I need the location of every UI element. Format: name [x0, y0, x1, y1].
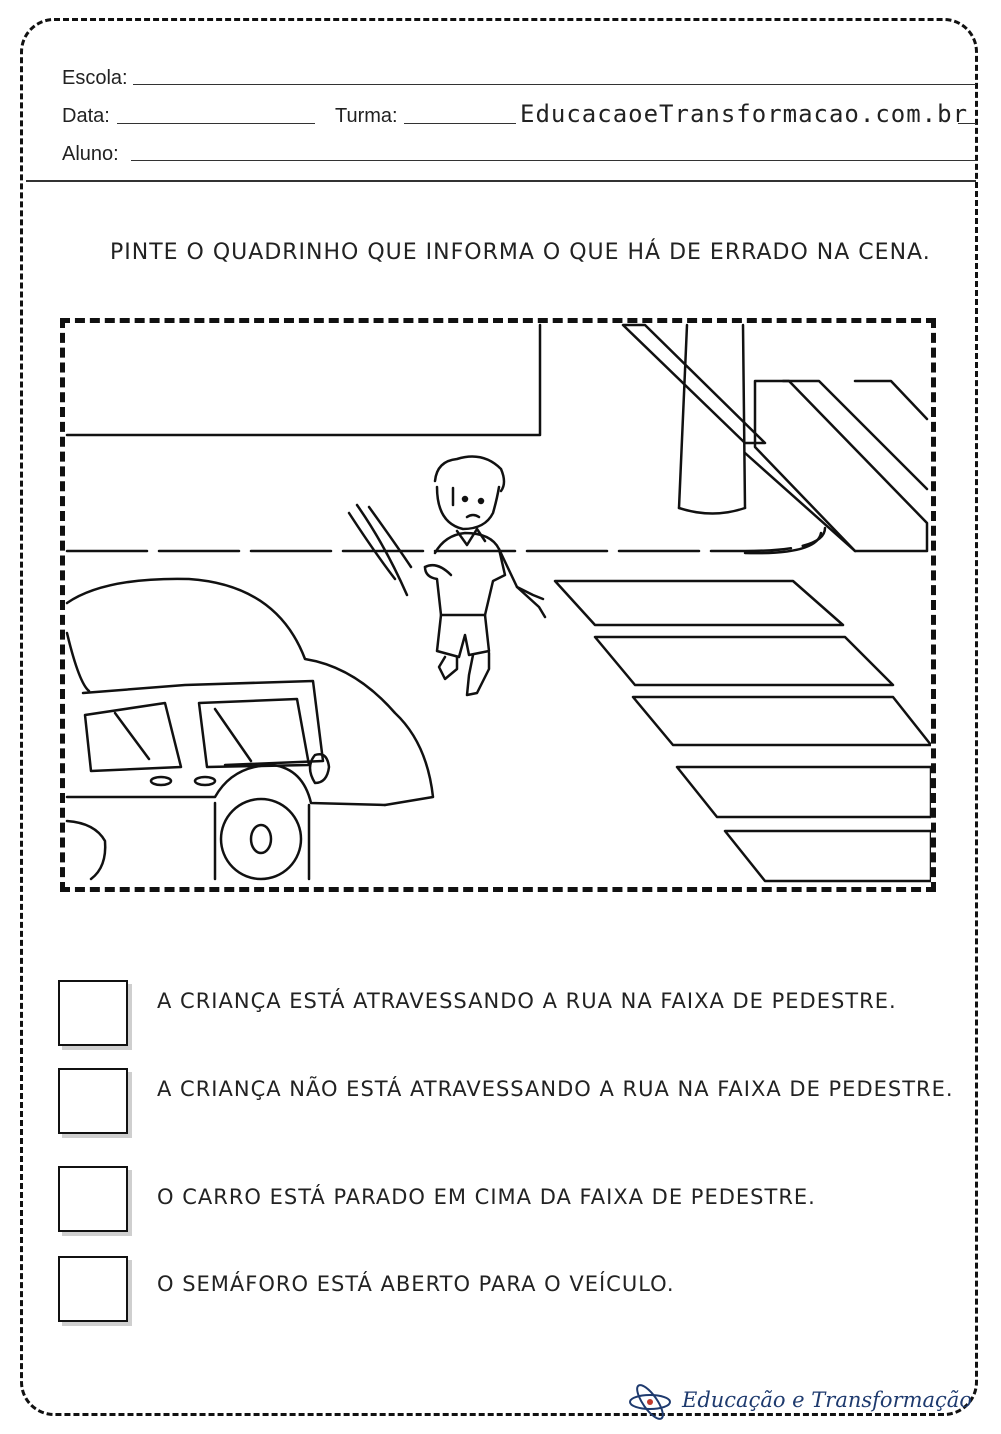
option-1-checkbox[interactable]	[58, 980, 128, 1046]
option-3-text: O CARRO ESTÁ PARADO EM CIMA DA FAIXA DE PEDESTRE.	[157, 1185, 816, 1209]
student-field[interactable]	[131, 160, 976, 161]
atom-logo-icon	[628, 1384, 672, 1420]
car-icon	[67, 579, 433, 879]
class-label: Turma:	[335, 105, 398, 127]
date-label: Data:	[62, 105, 110, 127]
scene-svg	[65, 323, 931, 887]
class-field[interactable]	[404, 123, 516, 124]
option-2-checkbox[interactable]	[58, 1068, 128, 1134]
building-icon	[67, 325, 540, 435]
date-field[interactable]	[117, 123, 315, 124]
option-3-checkbox[interactable]	[58, 1166, 128, 1232]
footer-brand-text: Educação e Transformação	[682, 1388, 972, 1412]
option-2-text: A CRIANÇA NÃO ESTÁ ATRAVESSANDO A RUA NA FAIXA DE PEDESTRE.	[157, 1077, 954, 1101]
pole-icon	[679, 325, 745, 514]
site-url: EducacaoeTransformacao.com.br	[520, 100, 969, 128]
option-4-checkbox[interactable]	[58, 1256, 128, 1322]
class-field-end	[958, 123, 976, 124]
student-label: Aluno:	[62, 143, 119, 165]
header-separator	[26, 180, 976, 182]
instruction-text: PINTE O QUADRINHO QUE INFORMA O QUE HÁ DE ERRADO NA CENA.	[110, 240, 931, 265]
school-label: Escola:	[62, 67, 128, 89]
option-1-text: A CRIANÇA ESTÁ ATRAVESSANDO A RUA NA FAIXA DE PEDESTRE.	[157, 989, 897, 1013]
footer-brand	[628, 1384, 972, 1420]
option-4-text: O SEMÁFORO ESTÁ ABERTO PARA O VEÍCULO.	[157, 1272, 675, 1296]
school-field[interactable]	[133, 84, 976, 85]
scene-illustration	[60, 318, 936, 892]
boy-icon	[349, 457, 545, 695]
